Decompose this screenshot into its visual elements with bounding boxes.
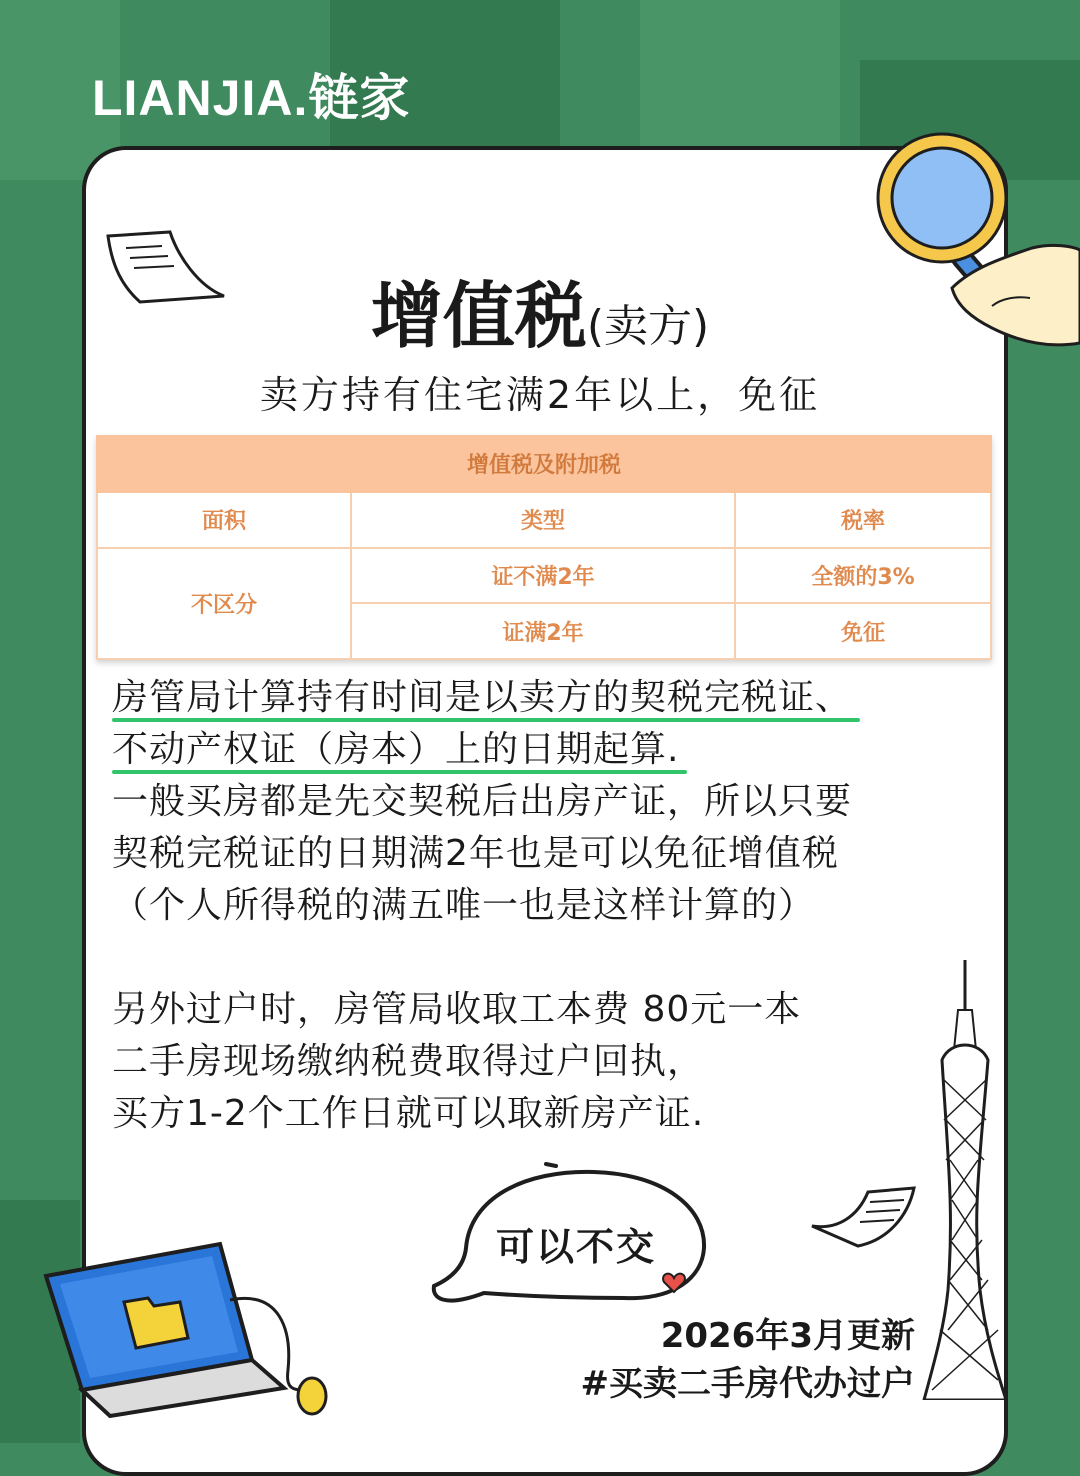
column-header: 类型 xyxy=(351,492,735,548)
type-cell: 证不满2年 xyxy=(351,548,735,604)
text-line: （个人所得税的满五唯一也是这样计算的） xyxy=(112,885,816,926)
bubble-text: 可以不交 xyxy=(496,1225,657,1269)
update-date: 2026年3月更新 xyxy=(660,1316,915,1356)
area-cell: 不区分 xyxy=(97,548,351,660)
transfer-note xyxy=(112,984,992,1140)
brand-logo xyxy=(92,58,410,130)
table-caption-row xyxy=(97,436,991,492)
text-line: 另外过户时，房管局收取工本费 80元一本 xyxy=(112,989,802,1030)
type-cell: 证满2年 xyxy=(351,603,735,659)
tower-icon xyxy=(920,960,1010,1400)
rate-cell: 全额的3% xyxy=(735,548,991,604)
tax-table xyxy=(96,435,992,660)
laptop-icon xyxy=(40,1240,330,1420)
text-line: 二手房现场缴纳税费取得过户回执， xyxy=(112,1041,705,1082)
logo-text: LIANJIA xyxy=(92,70,294,126)
rate-cell: 免征 xyxy=(735,603,991,659)
table-caption: 增值税及附加税 xyxy=(97,436,991,492)
title-sub: (卖方) xyxy=(586,301,710,352)
explanation-text xyxy=(112,672,992,932)
title-main: 增值税 xyxy=(370,274,587,358)
column-header: 面积 xyxy=(97,492,351,548)
page-title xyxy=(0,258,1080,362)
table-row xyxy=(97,548,991,604)
logo-cn: .链家 xyxy=(293,70,411,126)
table-header-row xyxy=(97,492,991,548)
text-line: 买方1-2个工作日就可以取新房产证. xyxy=(112,1093,705,1134)
text-line: 契税完税证的日期满2年也是可以免征增值税 xyxy=(112,833,839,874)
highlighted-line: 不动产权证（房本）上的日期起算. xyxy=(112,724,679,776)
highlighted-line: 房管局计算持有时间是以卖方的契税完税证、 xyxy=(112,672,852,724)
column-header: 税率 xyxy=(735,492,991,548)
footer xyxy=(581,1312,916,1408)
paper-doodle-icon xyxy=(808,1186,918,1250)
bg-block xyxy=(640,0,840,150)
text-line: 一般买房都是先交契税后出房产证，所以只要 xyxy=(112,781,853,822)
page-subtitle: 卖方持有住宅满2年以上，免征 xyxy=(259,373,821,417)
hashtag: #买卖二手房代办过户 xyxy=(580,1364,915,1404)
